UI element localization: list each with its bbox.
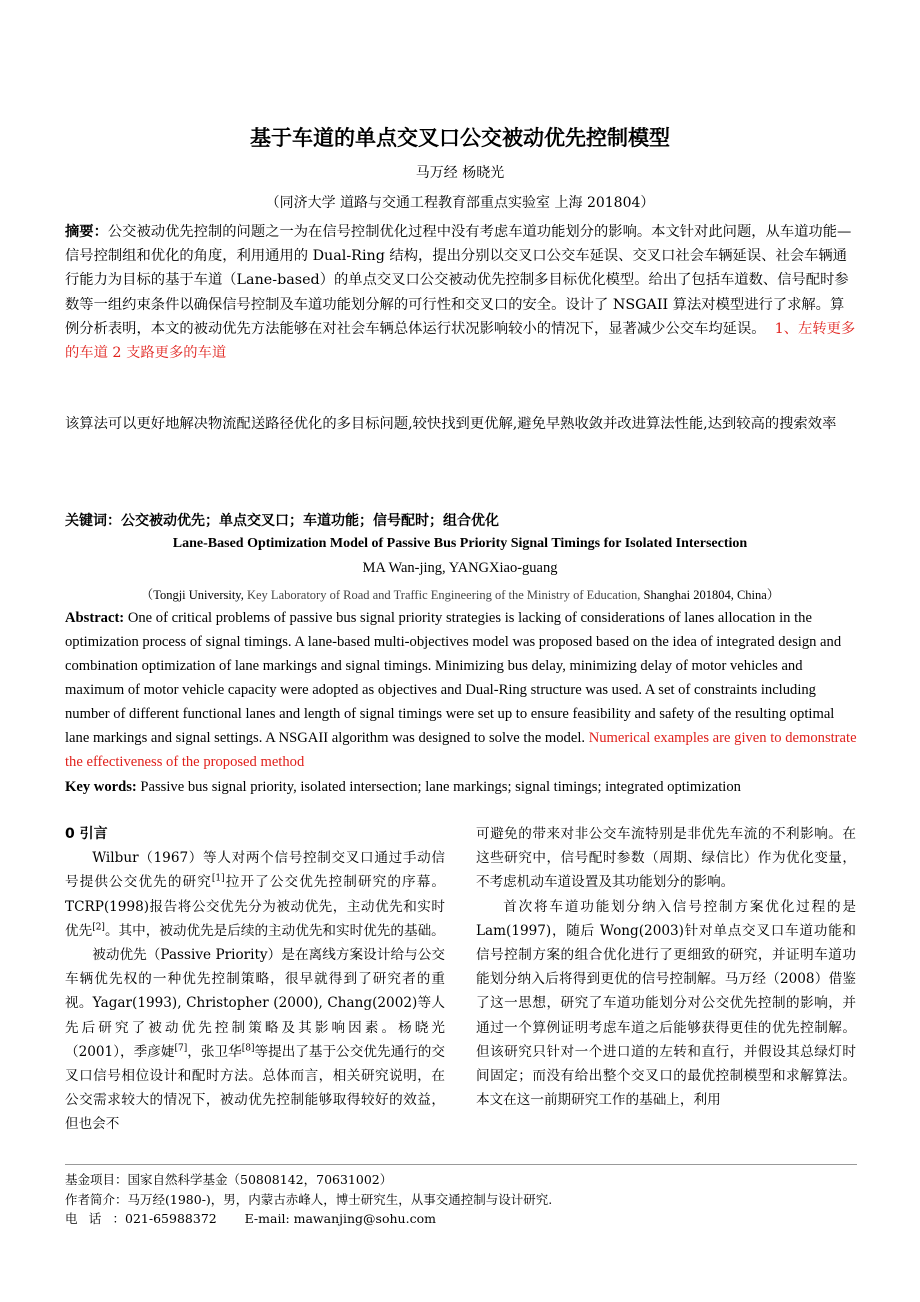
keywords-cn: 关键词：公交被动优先；单点交叉口；车道功能；信号配时；组合优化 (65, 513, 499, 529)
intro-p2-text-c: 等提出了基于公交优先通行的交叉口信号相位设计和配时方法。总体而言，相关研究说明，在公交需求较大的情况下，被动优先控制能够取得较好的效益，但也会不 (65, 1043, 446, 1133)
affiliation-cn: （同济大学 道路与交通工程教育部重点实验室 上海 201804） (265, 195, 655, 211)
abstract-en-label: Abstract: (65, 610, 125, 626)
footnote-rule (65, 1164, 857, 1165)
keywords-en-label: Key words: (65, 779, 137, 795)
intro-paragraph-4: 首次将车道功能划分纳入信号控制方案优化过程的是 Lam(1997)，随后 Wong(2003)针对单点交叉口车道功能和信号控制方案的组合优化进行了更细致的研究，并证明车道功能划分纳入后将得到更优的信号控制解。马万经（2008）借鉴了这一思想，研究了车道功能划分对公交优先控制的影响，并通过一个算例证明考虑车道之后能够获得更佳的优先控制解。但该研究只针对一个进口道的左转和直行，并假设其总绿灯时间固定；而没有给出整个交叉口的最优控制模型和求解算法。本文在这一前期研究工作的基础上，利用 (476, 898, 856, 1109)
intro-p1-text-a: Wilbur（1967）等人对两个信号控制交叉口通过手动信号提供公交优先的研究 (65, 850, 445, 891)
abstract-cn-text: 公交被动优先控制的问题之一为在信号控制优化过程中没有考虑车道功能划分的影响。本文针对此问题，从车道功能—信号控制组和优化的角度，利用通用的 Dual-Ring 结构，提出分别以交叉口公交车延误、交叉口社会车辆延误、社会车辆通行能力为目标的基于车道（Lane-based）的单点交叉口公交被动优先控制多目标优化模型。给出了包括车道数、信号配时参数等一组约束条件以确保信号控制及车道功能划分解的可行性和交叉口的安全。设计了 NSGAII 算法对模型进行了求解。算例分析表明，本文的被动优先方法能够在对社会车辆总体运行状况影响较小的情况下，显著减少公交车均延误。 (65, 224, 852, 337)
citation-2: [2] (92, 922, 105, 933)
citation-7: [7] (174, 1043, 188, 1054)
body-column-left (65, 822, 445, 1137)
abstract-en-annotation: Numerical examples are given to demonstrate the effectiveness of the proposed method (65, 730, 857, 770)
abstract-cn-annotation: 1、左转更多的车道 2 支路更多的车道 (65, 320, 856, 362)
paper-title-en: Lane-Based Optimization Model of Passive Bus Priority Signal Timings for Isolated Intersection (172, 536, 748, 551)
affil-en-close: ） (766, 588, 780, 602)
affil-en-open: （ (140, 588, 154, 602)
note-cn: 该算法可以更好地解决物流配送路径优化的多目标问题,较快找到更优解,避免早熟收敛并改进算法性能,达到较高的搜索效率 (65, 416, 837, 432)
citation-1: [1] (211, 873, 225, 884)
footnote-tel: ：021-65988372 (112, 1211, 217, 1226)
keywords-en-text: Passive bus signal priority, isolated intersection; lane markings; signal timings; integrated optimization (136, 779, 741, 795)
footnote-contact (65, 1209, 865, 1229)
section-heading-intro: 0 引言 (65, 826, 108, 842)
affil-en-city: Shanghai 201804, China (640, 588, 767, 602)
abstract-en (65, 606, 857, 774)
abstract-en-text: One of critical problems of passive bus signal priority strategies is lacking of considerations of lanes allocation in the optimization process of signal timings. A lane-based multi-objectives model was proposed based on the idea of integrated design and combination optimization of lane markings and signal timings. Minimizing bus delay, minimizing delay of motor vehicles and maximum of motor vehicle capacity were adopted as objectives and Dual-Ring structure was used. A set of constraints including number of different functional lanes and length of signal timings were set up to ensure feasibility and safety of the resulting optimal lane markings and signal settings. A NSGAII algorithm was designed to solve the model. (65, 610, 842, 746)
affil-en-lab: Key Laboratory of Road and Traffic Engineering of the Ministry of Education, (243, 588, 641, 602)
affiliation-en (0, 585, 920, 603)
footnote-gap (217, 1211, 245, 1226)
intro-paragraph-3: 可避免的带来对非公交车流特别是非优先车流的不利影响。在这些研究中，信号配时参数（周期、绿信比）作为优化变量，不考虑机动车道设置及其功能划分的影响。 (476, 826, 856, 891)
footnote-author: 作者简介：马万经(1980-)，男，内蒙古赤峰人，博士研究生，从事交通控制与设计研究. (65, 1191, 553, 1207)
footnotes (65, 1170, 865, 1229)
intro-p2-text-b: ，张卫华 (187, 1043, 242, 1060)
intro-p1-text-c: 。其中，被动优先是后续的主动优先和实时优先的基础。 (104, 922, 445, 939)
abstract-cn-label: 摘要： (65, 224, 108, 240)
intro-p2-text-a: 被动优先（Passive Priority）是在离线方案设计给与公交车辆优先权的一种优先控制策略，很早就得到了研究者的重视。Yagar(1993), Christopher (2000), Chang(2002)等人先后研究了被动优先控制策略及其影响因素。杨晓光（2001），季彦婕 (65, 947, 445, 1060)
footnote-tel-label: 电话 (65, 1211, 113, 1226)
affil-en-university: Tongji University, (153, 588, 244, 602)
paper-title-cn: 基于车道的单点交叉口公交被动优先控制模型 (250, 126, 670, 150)
intro-p1-text-b: 拉开了公交优先控制研究的序幕。TCRP(1998)报告将公交优先分为被动优先，主动优先和实时优先 (65, 874, 446, 939)
intro-paragraph-2 (65, 943, 445, 1137)
abstract-cn-gap (766, 321, 775, 337)
footnote-fund: 基金项目：国家自然科学基金（50808142，70631002） (65, 1172, 393, 1187)
body-column-right (476, 822, 856, 1112)
abstract-cn (65, 220, 857, 365)
authors-en: MA Wan-jing, YANGXiao-guang (362, 560, 558, 576)
citation-8: [8] (241, 1043, 255, 1054)
authors-cn: 马万经 杨晓光 (415, 165, 505, 181)
keywords-en (65, 775, 865, 799)
intro-paragraph-1 (65, 846, 445, 943)
footnote-email: E-mail: mawanjing@sohu.com (244, 1211, 436, 1226)
